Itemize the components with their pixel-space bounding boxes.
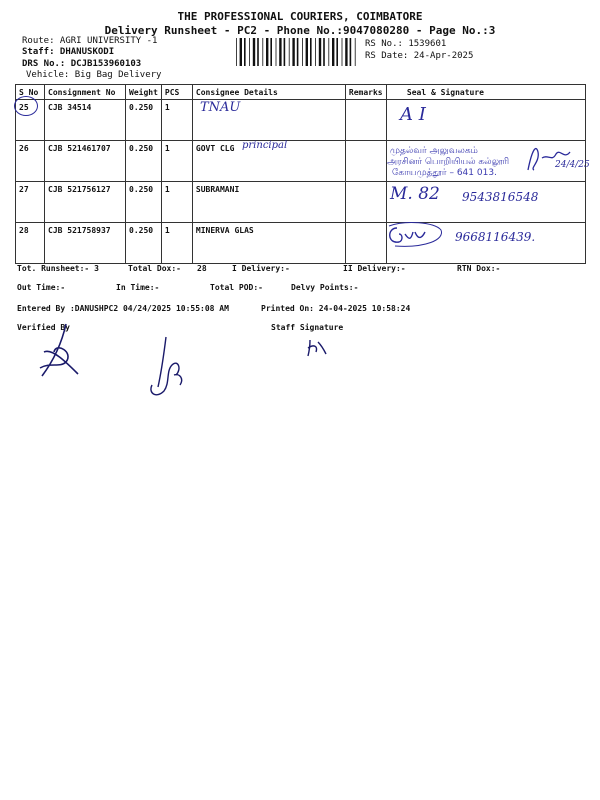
remarks-cell <box>345 223 386 264</box>
col-remarks: Remarks <box>345 85 386 100</box>
vehicle-label: Vehicle: Big Bag Delivery <box>26 70 162 80</box>
sno-cell: 27 <box>16 182 45 223</box>
i-delivery-label: I Delivery:- <box>232 264 290 273</box>
staff-signature-mark <box>304 336 330 358</box>
handwritten-signature-row27: M. 82 <box>390 184 440 204</box>
col-seal-signature: Seal & Signature <box>386 85 585 100</box>
table-header-row <box>16 85 586 100</box>
remarks-cell <box>345 100 386 141</box>
tot-runsheet-label: Tot. Runsheet:- 3 <box>17 264 99 273</box>
stamp-line-3: கோயமுத்தூர் – 641 013. <box>392 168 497 178</box>
sno-cell: 28 <box>16 223 45 264</box>
total-pod-label: Total POD:- <box>210 283 263 292</box>
handwritten-principal: principal <box>242 140 288 151</box>
stamp-line-2: அரசினர் பொறியியல் கல்லூரி <box>387 157 510 167</box>
col-sno: S No <box>16 85 45 100</box>
handwritten-phone-row28: 9668116439. <box>455 230 536 244</box>
sno-circle-mark <box>14 96 38 116</box>
verifier-signature <box>36 322 86 382</box>
consignment-cell: CJB 521756127 <box>45 182 126 223</box>
rtn-dox-label: RTN Dox:- <box>457 264 501 273</box>
sno-cell: 26 <box>16 141 45 182</box>
barcode <box>236 38 356 66</box>
consignee-cell: MINERVA GLAS <box>192 223 345 264</box>
rs-date-label: RS Date: 24-Apr-2025 <box>365 51 474 61</box>
sno-cell: 25 <box>16 100 45 141</box>
handwritten-date-note: 24/4/25 <box>555 160 590 170</box>
handwritten-tnau: TNAU <box>200 100 241 115</box>
route-label: Route: AGRI UNIVERSITY -1 <box>22 36 158 46</box>
remarks-cell <box>345 141 386 182</box>
out-time-label: Out Time:- <box>17 283 66 292</box>
pcs-cell: 1 <box>161 182 192 223</box>
weight-cell: 0.250 <box>126 141 162 182</box>
drs-no-label: DRS No.: DCJB153960103 <box>22 59 142 69</box>
runsheet-subtitle: Delivery Runsheet - PC2 - Phone No.:9047080280 - Page No.:3 <box>104 24 496 37</box>
ii-delivery-label: II Delivery:- <box>343 264 406 273</box>
handwritten-phone-row27: 9543816548 <box>462 190 539 204</box>
consignee-cell: SUBRAMANI <box>192 182 345 223</box>
printed-on-label: Printed On: 24-04-2025 10:58:24 <box>261 304 411 313</box>
pcs-cell: 1 <box>161 223 192 264</box>
total-dox-value: 28 <box>197 264 207 273</box>
total-dox-label: Total Dox:- <box>128 264 181 273</box>
remarks-cell <box>345 182 386 223</box>
delvy-points-label: Delvy Points:- <box>291 283 359 292</box>
col-consignment: Consignment No <box>45 85 126 100</box>
staff-label: Staff: DHANUSKODI <box>22 47 115 57</box>
pcs-cell: 1 <box>161 141 192 182</box>
consignee-cell: GOVT CLG <box>192 141 345 182</box>
second-signature <box>146 335 191 400</box>
consignment-cell: CJB 521461707 <box>45 141 126 182</box>
weight-cell: 0.250 <box>126 100 162 141</box>
consignment-cell: CJB 521758937 <box>45 223 126 264</box>
rs-no-label: RS No.: 1539601 <box>365 39 447 49</box>
signature-scribble-row26 <box>520 140 580 180</box>
col-pcs: PCS <box>161 85 192 100</box>
in-time-label: In Time:- <box>116 283 160 292</box>
consignment-cell: CJB 34514 <box>45 100 126 141</box>
stamp-line-1: முதல்வர் அலுவலகம் <box>390 146 478 156</box>
weight-cell: 0.250 <box>126 223 162 264</box>
company-title: THE PROFESSIONAL COURIERS, COIMBATORE <box>177 10 423 23</box>
pcs-cell: 1 <box>161 100 192 141</box>
col-weight: Weight <box>126 85 162 100</box>
signature-scribble-row28 <box>385 220 445 250</box>
handwritten-signature-row25: A I <box>400 104 426 125</box>
staff-signature-label: Staff Signature <box>271 323 344 332</box>
weight-cell: 0.250 <box>126 182 162 223</box>
entered-by-label: Entered By :DANUSHPC2 04/24/2025 10:55:08 AM <box>17 304 229 313</box>
verified-by-label: Verified By <box>17 323 70 332</box>
col-consignee: Consignee Details <box>192 85 345 100</box>
table-row <box>16 100 586 141</box>
